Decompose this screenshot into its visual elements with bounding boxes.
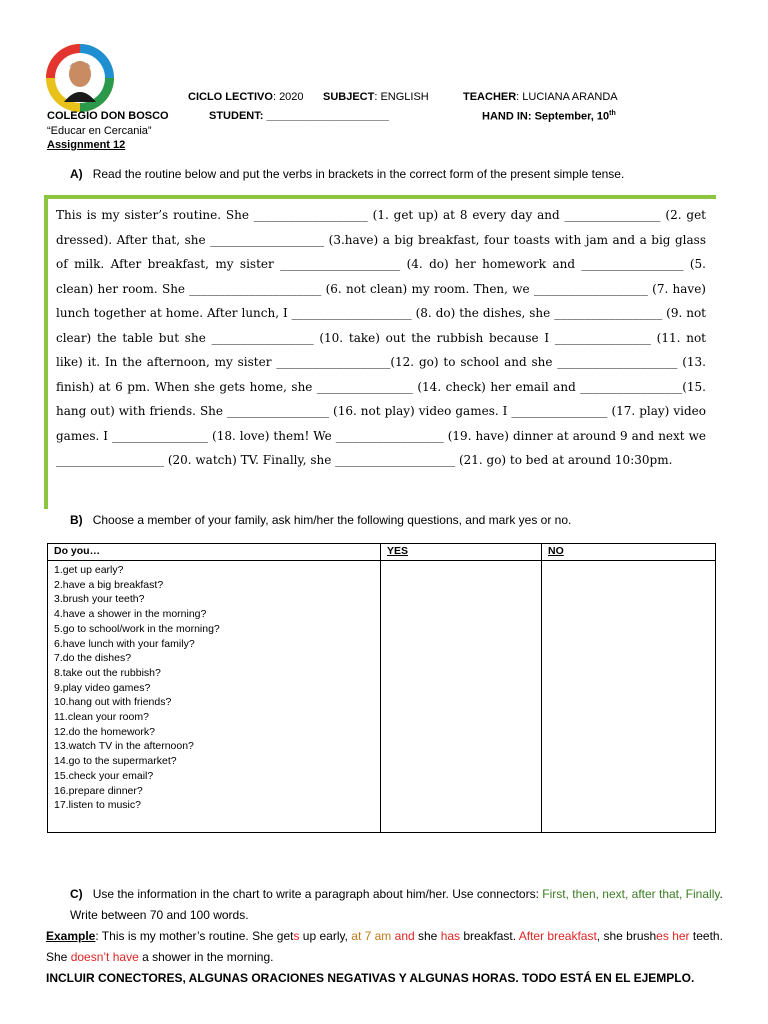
assignment-title: Assignment 12 xyxy=(47,139,126,151)
section-c-instruction: C) Use the information in the chart to write a paragraph about him/her. Use connectors: First, then, next, after that, Finally. Write between 70 and 100 words. xyxy=(70,887,723,922)
no-answer-cell[interactable] xyxy=(542,561,716,833)
example-segment: : This is my mother’s routine. She get xyxy=(95,929,294,943)
subject: SUBJECT: ENGLISH xyxy=(323,91,429,103)
example-segment: has xyxy=(440,929,461,943)
header-no: NO xyxy=(542,544,716,561)
question-item: 1.get up early? xyxy=(54,564,124,576)
example-segment: breakfast. xyxy=(460,929,519,943)
question-item: 9.play video games? xyxy=(54,681,151,694)
question-item: 14.go to the supermarket? xyxy=(54,755,177,768)
survey-table xyxy=(47,543,716,833)
question-item: 2.have a big breakfast? xyxy=(54,578,164,591)
school-motto: “Educar en Cercania” xyxy=(47,125,152,137)
question-item: 8.take out the rubbish? xyxy=(54,666,161,679)
question-item: 7.do the dishes? xyxy=(54,652,132,665)
example-segment: she xyxy=(414,929,441,943)
example-label: Example xyxy=(46,929,96,943)
example-segment: doesn’t have xyxy=(70,950,139,964)
question-item: 4.have a shower in the morning? xyxy=(54,608,207,621)
ciclo-lectivo: CICLO LECTIVO: 2020 xyxy=(188,91,304,103)
example-segment: teeth. She xyxy=(46,929,723,964)
header-do-you: Do you… xyxy=(48,544,381,561)
example-segment: a shower in the morning. xyxy=(138,950,274,964)
school-crest-icon xyxy=(44,42,116,114)
table-row xyxy=(48,561,716,833)
routine-text: This is my sister’s routine. She ___________________ (1. get up) at 8 every day and ________________ (2. get dressed). After that, she ___________________ (3.have) a big breakfast, four toasts with jam and a big glass of milk. After breakfast, my sister ____________________ (4. do) her homework and _________________ (5. clean) her room. She ______________________ (6. not clean) my room. Then, we ___________________ (7. have) lunch together at home. After lunch, I ____________________ (8. do) the dishes, she __________________ (9. not clear) the table but she _________________ (10. take) out the rubbish because I ________________ (11. not like) it. In the afternoon, my sister ___________________(12. go) to school and she ____________________ (13. finish) at 6 pm. When she gets home, she ________________ (14. check) her email and _________________(15. hang out) with friends. She _________________ (16. not play) video games. I ________________ (17. play) video games. I ________________ (18. love) them! We __________________ (19. have) dinner at around 9 and next we __________________ (20. watch) TV. Finally, she ____________________ (21. go) to bed at around 10:30pm. xyxy=(56,208,706,467)
example-segment: up early, xyxy=(299,929,352,943)
example-segment: After breakfast xyxy=(518,929,597,943)
connectors-list: First, then, next, after that, Finally xyxy=(542,887,720,901)
example-segment: at 7 am xyxy=(351,929,392,943)
school-logo xyxy=(44,42,116,114)
yes-answer-cell[interactable] xyxy=(381,561,542,833)
question-item: 16.prepare dinner? xyxy=(54,784,143,797)
header-yes: YES xyxy=(381,544,542,561)
section-b-instruction: B) Choose a member of your family, ask him/her the following questions, and mark yes or no. xyxy=(70,513,572,527)
example-segment: es xyxy=(656,929,669,943)
example-segment: and xyxy=(394,929,415,943)
question-item: 6.have lunch with your family? xyxy=(54,637,195,650)
question-item: 11.clean your room? xyxy=(54,711,149,724)
student-field[interactable]: STUDENT: ____________________ xyxy=(209,110,389,122)
question-item: 10.hang out with friends? xyxy=(54,696,172,709)
question-item: 3.brush your teeth? xyxy=(54,593,145,606)
teacher: TEACHER: LUCIANA ARANDA xyxy=(463,91,618,103)
question-item: 13.watch TV in the afternoon? xyxy=(54,740,194,753)
question-item: 12.do the homework? xyxy=(54,725,155,738)
example-paragraph xyxy=(46,926,726,968)
hand-in-date: HAND IN: September, 10th xyxy=(482,110,616,123)
section-a-instruction: A) Read the routine below and put the verbs in brackets in the correct form of the present simple tense. xyxy=(70,167,625,181)
question-item: 15.check your email? xyxy=(54,769,154,782)
example-segment: , she brush xyxy=(596,929,657,943)
example-segment: s xyxy=(293,929,300,943)
question-item: 17.listen to music? xyxy=(54,799,141,812)
example-segment: her xyxy=(672,929,690,943)
school-name: COLEGIO DON BOSCO xyxy=(47,110,169,122)
question-item: 5.go to school/work in the morning? xyxy=(54,622,220,635)
table-header-row xyxy=(48,544,716,561)
questions-cell xyxy=(48,561,381,833)
section-c xyxy=(46,884,726,989)
section-c-note: INCLUIR CONECTORES, ALGUNAS ORACIONES NEGATIVAS Y ALGUNAS HORAS. TODO ESTÁ EN EL EJEMPLO. xyxy=(46,971,695,985)
example-text xyxy=(46,929,723,964)
routine-exercise-box xyxy=(44,195,716,509)
